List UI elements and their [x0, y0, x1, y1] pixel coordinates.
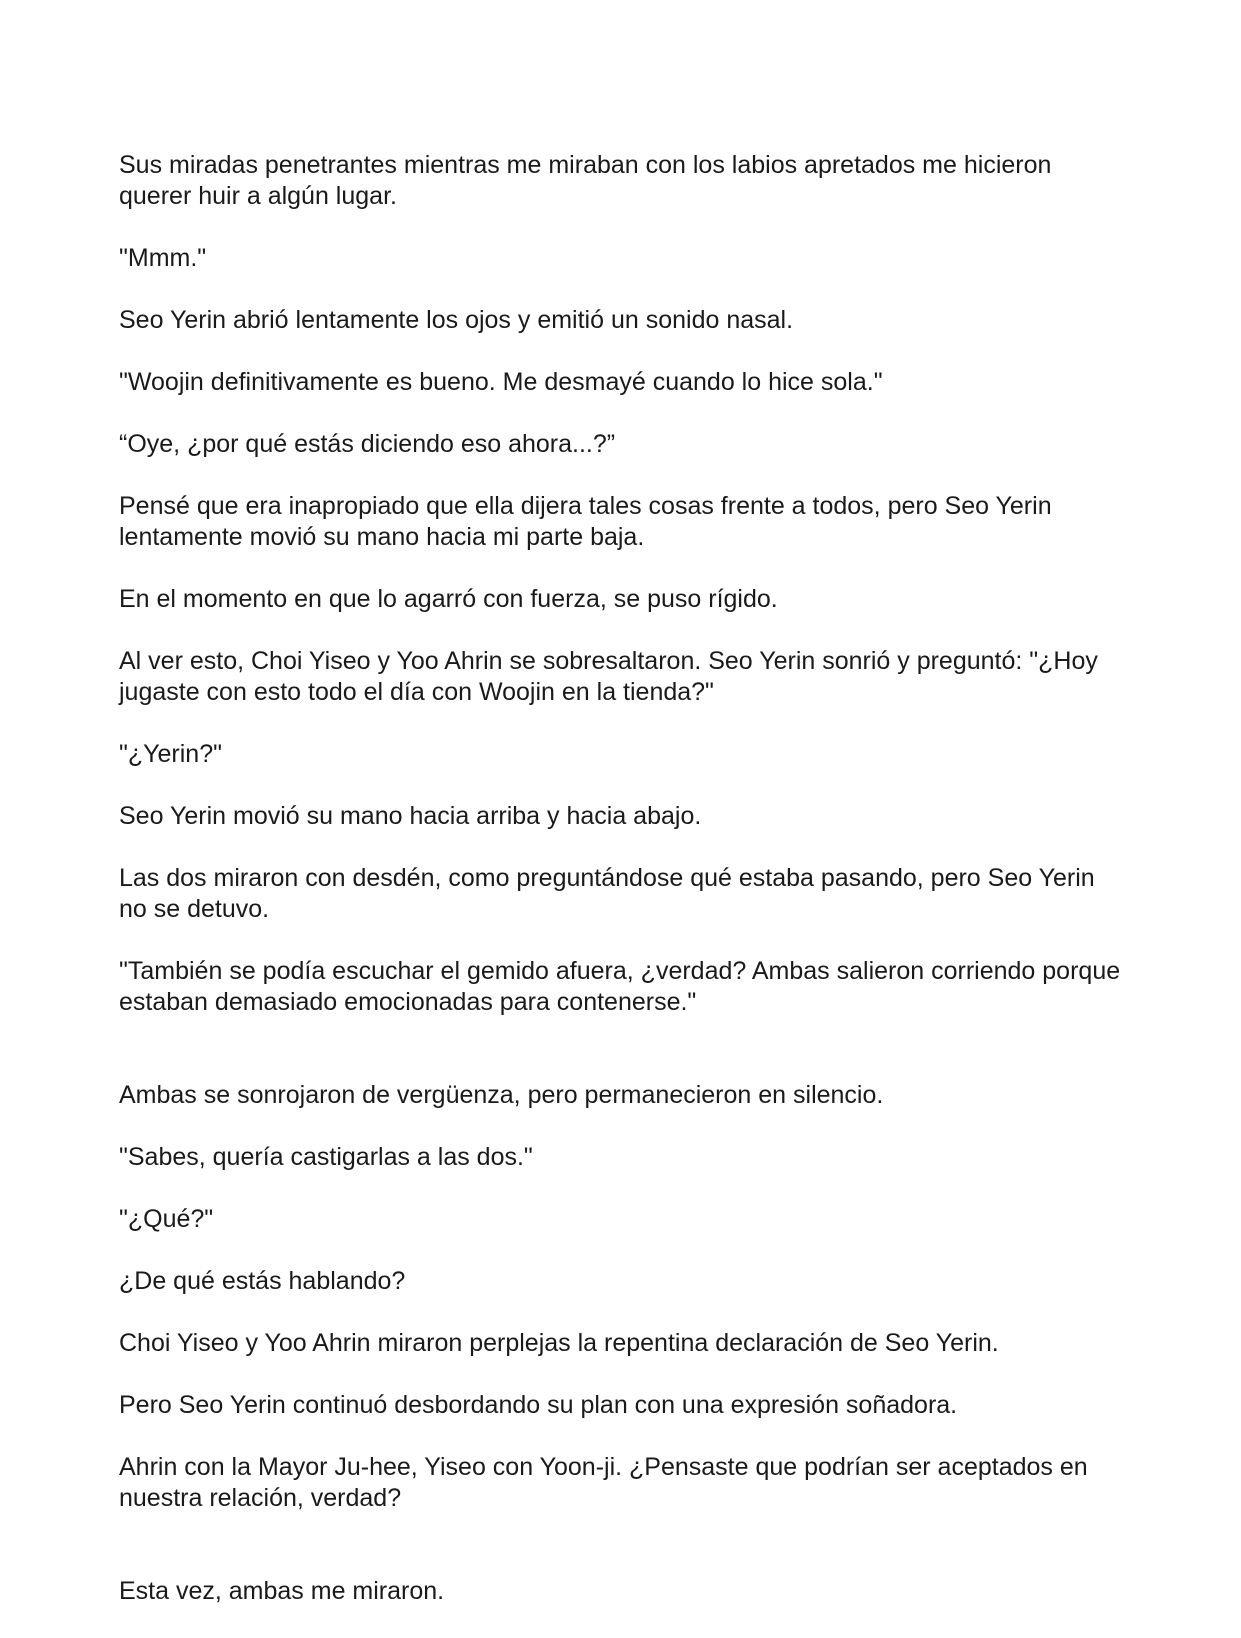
paragraph: Seo Yerin movió su mano hacia arriba y hacia abajo. [119, 802, 702, 830]
document-body [119, 150, 1129, 1638]
paragraph: "¿Yerin?" [119, 740, 222, 768]
paragraph: Ambas se sonrojaron de vergüenza, pero permanecieron en silencio. [119, 1081, 884, 1109]
paragraph: ¿De qué estás hablando? [119, 1267, 406, 1295]
paragraph: "¿Qué?" [119, 1205, 214, 1233]
paragraph: "Woojin definitivamente es bueno. Me desmayé cuando lo hice sola." [119, 368, 883, 396]
paragraph: “Oye, ¿por qué estás diciendo eso ahora...?” [119, 430, 616, 458]
paragraph: En el momento en que lo agarró con fuerza, se puso rígido. [119, 585, 778, 613]
paragraph: Ahrin con la Mayor Ju-hee, Yiseo con Yoon-ji. ¿Pensaste que podrían ser aceptados en nuestra relación, verdad? [119, 1453, 1088, 1512]
paragraph: "Sabes, quería castigarlas a las dos." [119, 1143, 533, 1171]
paragraph: Choi Yiseo y Yoo Ahrin miraron perplejas la repentina declaración de Seo Yerin. [119, 1329, 999, 1357]
paragraph: "Mmm." [119, 244, 207, 272]
paragraph: Pero Seo Yerin continuó desbordando su plan con una expresión soñadora. [119, 1391, 958, 1419]
paragraph: Pensé que era inapropiado que ella dijera tales cosas frente a todos, pero Seo Yerin lentamente movió su mano hacia mi parte baja. [119, 492, 1052, 551]
paragraph: Al ver esto, Choi Yiseo y Yoo Ahrin se sobresaltaron. Seo Yerin sonrió y preguntó: "¿Hoy jugaste con esto todo el día con Woojin en la tienda?" [119, 647, 1098, 706]
paragraph: Sus miradas penetrantes mientras me miraban con los labios apretados me hicieron querer huir a algún lugar. [119, 151, 1052, 210]
paragraph: Las dos miraron con desdén, como preguntándose qué estaba pasando, pero Seo Yerin no se detuvo. [119, 864, 1095, 923]
paragraph: Esta vez, ambas me miraron. [119, 1577, 445, 1605]
paragraph: "También se podía escuchar el gemido afuera, ¿verdad? Ambas salieron corriendo porque estaban demasiado emocionadas para contenerse." [119, 957, 1121, 1016]
paragraph: Seo Yerin abrió lentamente los ojos y emitió un sonido nasal. [119, 306, 794, 334]
